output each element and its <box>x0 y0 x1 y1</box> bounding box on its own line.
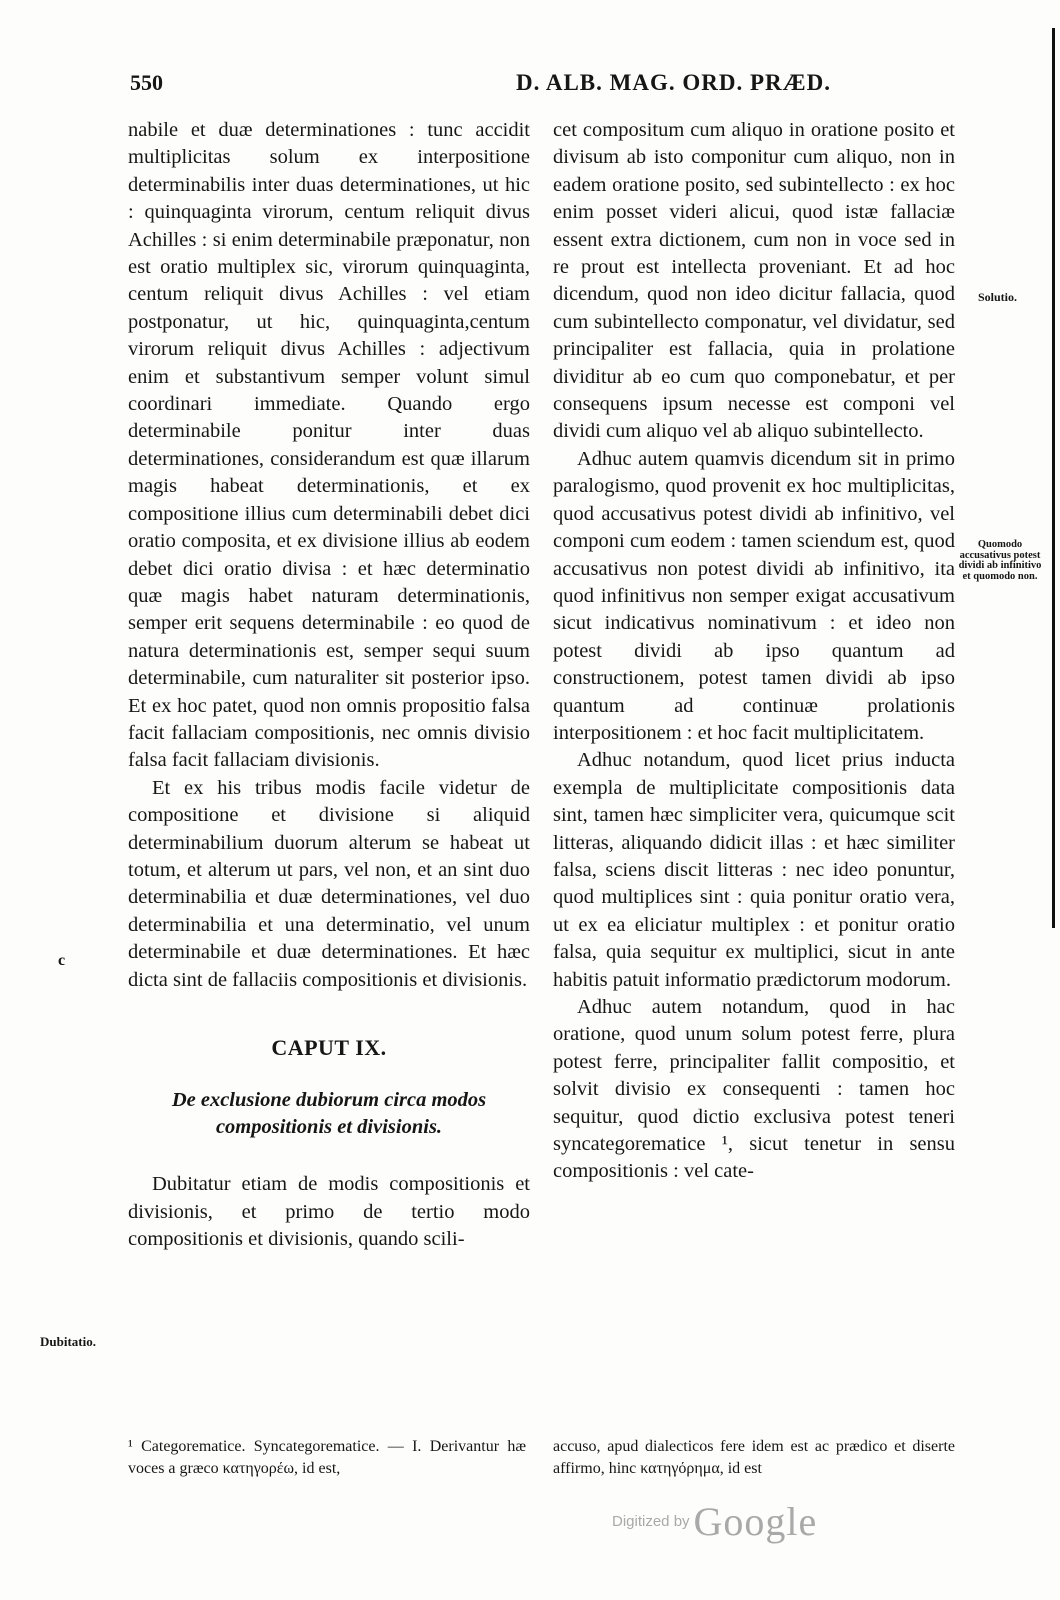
right-paragraph-2: Adhuc autem quamvis dicendum sit in primo paralogismo, quod provenit ex hoc multiplicitas, quod accusativus potest dividi ab infinitivo, vel componi cum eodem : tamen sciendum est, quod accusativus non potest dividi ab infinitivo, ita quod infinitivus non semper exigat accusativum sicut indicativus nominativum : et ideo non potest dividi ab ipso quantum ad constructionem, potest tamen dividi ab ipso quantum ad continuæ prolationis interpositionem : et hoc facit multiplicitatem. <box>553 447 955 744</box>
margin-note-quomodo: Quomodo accusativus potest dividi ab infinitivo et quomodo non. <box>958 539 1042 582</box>
right-paragraph-3: Adhuc notandum, quod licet prius inducta exempla de multiplicitate compositionis data sint, tamen hæc simpliciter vera, quicumque scit litteras, aliquando didicit illas : et hæc similiter falsa, sciens discit litteras : nec ideo ponuntur, quod multiplices sint : quia ponitur oratio vera, ut ex ea eliciatur multiplex : et ponitur oratio falsa, quia sequitur ex multiplici, sicut in ante habitis patuit informatio prædictorum modorum. <box>553 749 955 991</box>
chapter-subtitle: De exclusione dubiorum circa modos compositionis et divisionis. <box>171 1089 487 1139</box>
margin-note-solutio: Solutio. <box>978 290 1018 304</box>
margin-note-dubitatio: Dubitatio. <box>40 1334 96 1349</box>
footnote-right: accuso, apud dialecticos fere idem est ac prædico et diserte affirmo, hinc κατηγόρημα, id est <box>553 1438 955 1477</box>
left-paragraph-2: Et ex his tribus modis facile videtur de compositione et divisione si aliquid determinabilium duorum alterum se habeat ut totum, et alterum ut pars, vel non, et an sint duo determinabilia et duæ determinationes, vel duo determinabilia et una determinatio, vel unum determinabile et duæ determinationes. Et hæc dicta sint de fallaciis compositionis et divisionis. <box>128 776 530 991</box>
left-column <box>128 117 530 1254</box>
stray-margin-mark: c <box>58 952 66 969</box>
page-header <box>126 70 956 104</box>
footnote-left: ¹ Categorematice. Syncategorematice. — I. Derivantur hæ voces a græco κατηγορέω, id est, <box>128 1438 526 1477</box>
digitized-watermark <box>612 1498 817 1545</box>
watermark-small-text: Digitized by <box>612 1513 690 1530</box>
right-column <box>553 117 955 1186</box>
page-number: 550 <box>130 70 163 95</box>
left-paragraph-3: Dubitatur etiam de modis compositionis et divisionis, et primo de tertio modo compositionis et divisionis, quando scili- <box>128 1173 530 1251</box>
right-paragraph-1: cet compositum cum aliquo in oratione posito et divisum ab isto componitur cum aliquo, non in eadem oratione posito, sed subintellecto : ex hoc enim posset videri alicui, quod istæ fallaciæ essent extra dictionem, cum non in voce sed in re prout est intellecta proveniant. Et ad hoc dicendum, quod non ideo dicitur fallacia, quod cum subintellecto componatur, vel dividatur, sed principaliter est fallacia, quia in prolatione dividitur ab eo cum quo componebatur, et per consequens ipsum necesse est componi vel dividi cum aliquo vel ab aliquo subintellecto. <box>553 119 955 443</box>
chapter-heading: CAPUT IX. <box>271 1035 387 1060</box>
page-edge-rule <box>1052 28 1055 928</box>
right-paragraph-4: Adhuc autem notandum, quod in hac oratione, quod unum solum potest ferre, plura potest ferre, principaliter fallit compositio, et solvit divisio ex consequenti : tamen hoc sequitur, quod dictio exclusiva potest teneri syncategorematice ¹, sicut tenetur in sensu compositionis : vel cate- <box>553 996 955 1183</box>
running-head: D. ALB. MAG. ORD. PRÆD. <box>516 70 831 95</box>
watermark-logo-text: Google <box>693 1499 818 1544</box>
left-paragraph-1: nabile et duæ determinationes : tunc accidit multiplicitas solum ex interpositione determinabilis inter duas determinationes, ut hic : quinquaginta virorum, centum reliquit divus Achilles : si enim determinabile præponatur, non est oratio multiplex sic, virorum quinquaginta, centum reliquit divus Achilles : vel etiam postponatur, ut hic, quinquaginta,centum virorum reliquit divus Achilles : adjectivum enim et substantivum semper volunt simul coordinari immediate. Quando ergo determinabile ponitur inter duas determinationes, considerandum est quæ illarum magis habeat determinationis, et ex compositione illius cum determinabili debet dici oratio composita, et ex divisione illius ab eodem debet dici oratio divisa : et hæc determinatio quæ magis habet naturam determinationis, semper erit sequens determinabile : eo quod de natura determinationis est, semper sequi suum determinabile, cum naturaliter sit posterior ipso. Et ex hoc patet, quod non omnis propositio falsa facit fallaciam compositionis, nec omnis divisio falsa facit fallaciam divisionis. <box>128 119 530 772</box>
